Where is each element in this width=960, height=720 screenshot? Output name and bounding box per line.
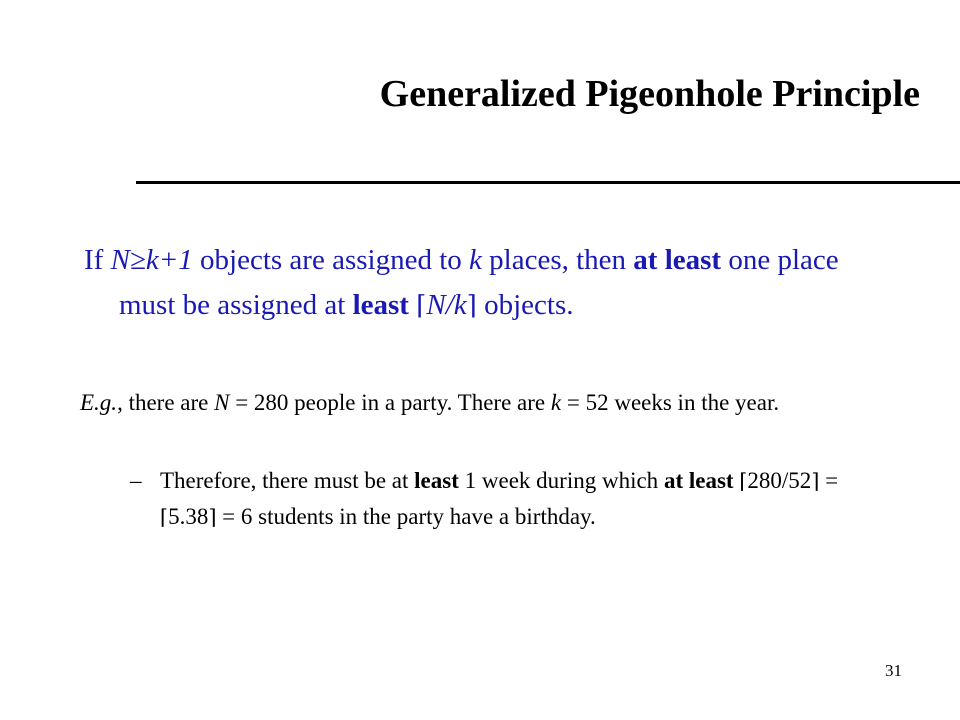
least-emphasis-3: least — [414, 468, 459, 493]
if-word: If — [84, 244, 111, 276]
least-emphasis: least — [664, 244, 722, 276]
equals-sign: = — [819, 468, 839, 493]
ceiling-expression: N/k — [426, 289, 467, 321]
week-during-text: 1 week during which — [458, 468, 664, 493]
one-place-text: one place must be assigned at — [119, 244, 839, 321]
example-bullet — [80, 385, 899, 421]
k-variable-example: k — [550, 390, 562, 415]
sub-bullet — [130, 463, 900, 535]
title-underline — [136, 181, 960, 184]
n-value-text: = 280 people in a party. There are — [229, 390, 551, 415]
eg-label: E.g. — [80, 390, 118, 415]
k-value-text: = 52 weeks in the year. — [561, 390, 780, 415]
fraction-value: 280/52 — [747, 468, 812, 493]
k-variable: k — [469, 244, 482, 276]
ceiling-close-symbol-3: ⌉ — [208, 505, 217, 529]
page-number: 31 — [885, 661, 902, 680]
condition-expression: N≥k+1 — [110, 244, 193, 276]
places-then-text: places, then — [481, 244, 634, 276]
therefore-text: Therefore, there must be at — [160, 468, 415, 493]
least-emphasis-2: least — [352, 289, 409, 321]
slide-title: Generalized Pigeonhole Principle — [379, 73, 920, 115]
ceiling-open-symbol-2: ⌈ — [739, 469, 748, 493]
n-variable: N — [214, 390, 230, 415]
ceiling-close-symbol-2: ⌉ — [811, 469, 820, 493]
at-least-emphasis: at least — [663, 468, 734, 493]
main-bullet — [84, 238, 879, 329]
decimal-value: 5.38 — [168, 504, 209, 529]
ceiling-open-symbol-3: ⌈ — [160, 505, 169, 529]
dash-bullet-marker: – — [130, 468, 142, 493]
objects-word: objects. — [484, 289, 574, 321]
objects-assigned-text: objects are assigned to — [192, 244, 470, 276]
result-text: = 6 students in the party have a birthday. — [216, 504, 596, 529]
ceiling-close-symbol: ⌉ — [466, 291, 477, 321]
at-emphasis: at — [633, 244, 658, 276]
ceiling-open-symbol: ⌈ — [416, 291, 427, 321]
there-are-text: , there are — [117, 390, 215, 415]
